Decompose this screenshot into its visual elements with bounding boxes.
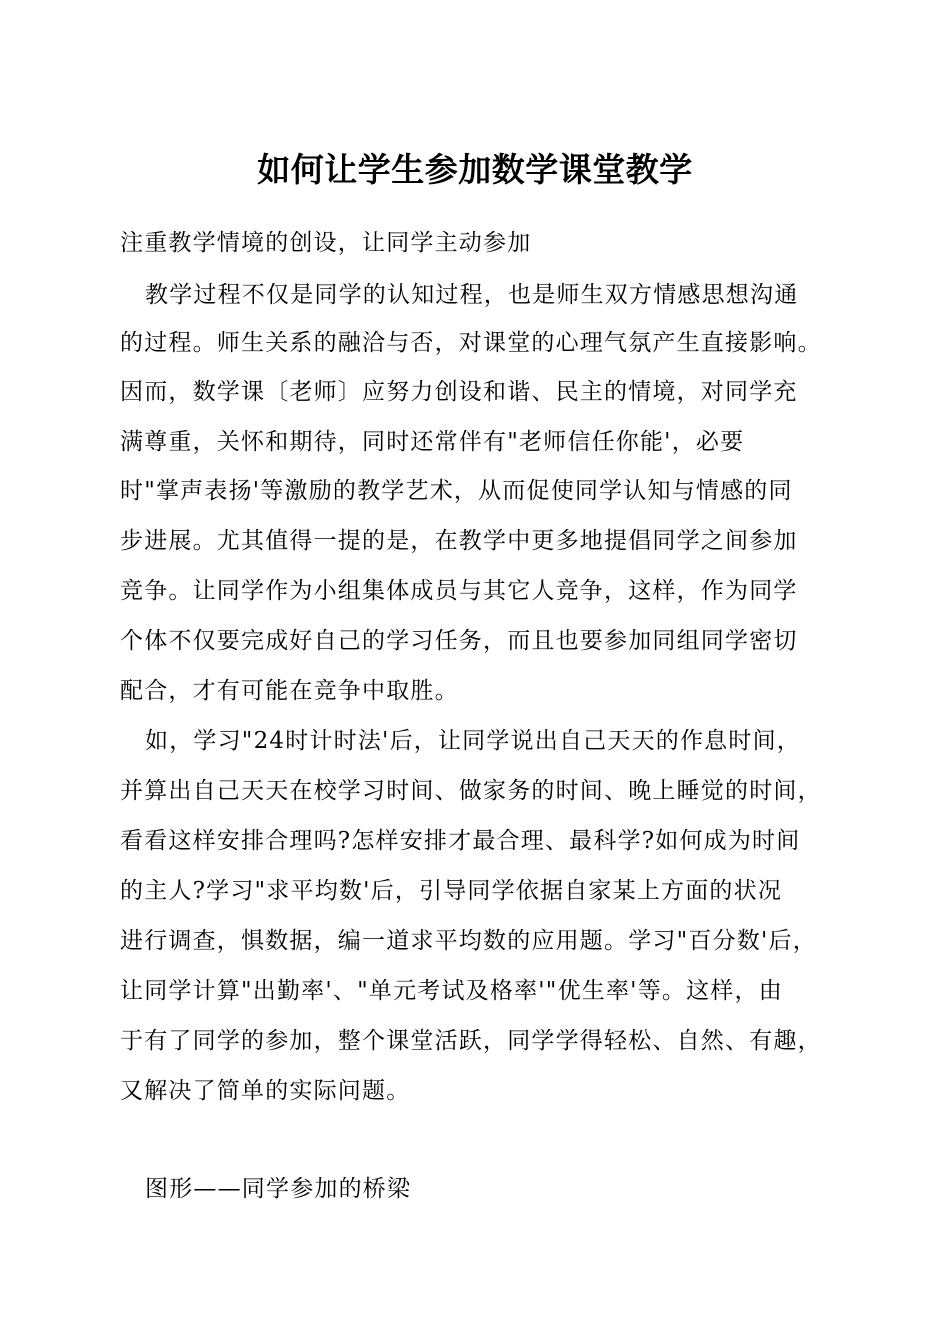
paragraph-line: 的过程。师生关系的融洽与否，对课堂的心理气氛产生直接影响。 bbox=[120, 330, 822, 356]
paragraph-line: 配合，才有可能在竞争中取胜。 bbox=[120, 678, 459, 704]
paragraph-line: 于有了同学的参加，整个课堂活跃，同学学得轻松、自然、有趣， bbox=[120, 1028, 822, 1054]
paragraph-line: 个体不仅要完成好自己的学习任务，而且也要参加同组同学密切 bbox=[120, 628, 798, 654]
paragraph-line: 满尊重，关怀和期待，同时还常伴有"老师信任你能'，必要 bbox=[120, 429, 745, 455]
paragraph-line: 如，学习"24时计时法'后，让同学说出自己天天的作息时间， bbox=[145, 728, 801, 754]
paragraph-line: 的主人?学习"求平均数'后，引导同学依据自家某上方面的状况 bbox=[120, 878, 783, 904]
paragraph-line: 看看这样安排合理吗?怎样安排才最合理、最科学?如何成为时间 bbox=[120, 828, 801, 854]
paragraph-line: 教学过程不仅是同学的认知过程，也是师生双方情感思想沟通 bbox=[145, 282, 799, 308]
section-heading: 注重教学情境的创设，让同学主动参加 bbox=[120, 230, 532, 256]
paragraph-line: 又解决了简单的实际问题。 bbox=[120, 1078, 411, 1104]
paragraph-line: 时"掌声表扬'等激励的教学艺术，从而促使同学认知与情感的同 bbox=[120, 478, 793, 504]
paragraph-line: 进行调查，惧数据，编一道求平均数的应用题。学习"百分数'后， bbox=[120, 928, 817, 954]
paragraph-line: 让同学计算"出勤率'、"单元考试及格率'"优生率'等。这样，由 bbox=[120, 978, 783, 1004]
document-title: 如何让学生参加数学课堂教学 bbox=[257, 150, 693, 189]
paragraph-line: 因而，数学课〔老师〕应努力创设和谐、民主的情境，对同学充 bbox=[120, 379, 798, 405]
paragraph-line: 竞争。让同学作为小组集体成员与其它人竞争，这样，作为同学 bbox=[120, 578, 798, 604]
paragraph-line: 步进展。尤其值得一提的是，在教学中更多地提倡同学之间参加 bbox=[120, 528, 798, 554]
paragraph-line: 并算出自己天天在校学习时间、做家务的时间、晚上睡觉的时间， bbox=[120, 778, 822, 804]
section-heading: 图形——同学参加的桥梁 bbox=[145, 1176, 412, 1202]
